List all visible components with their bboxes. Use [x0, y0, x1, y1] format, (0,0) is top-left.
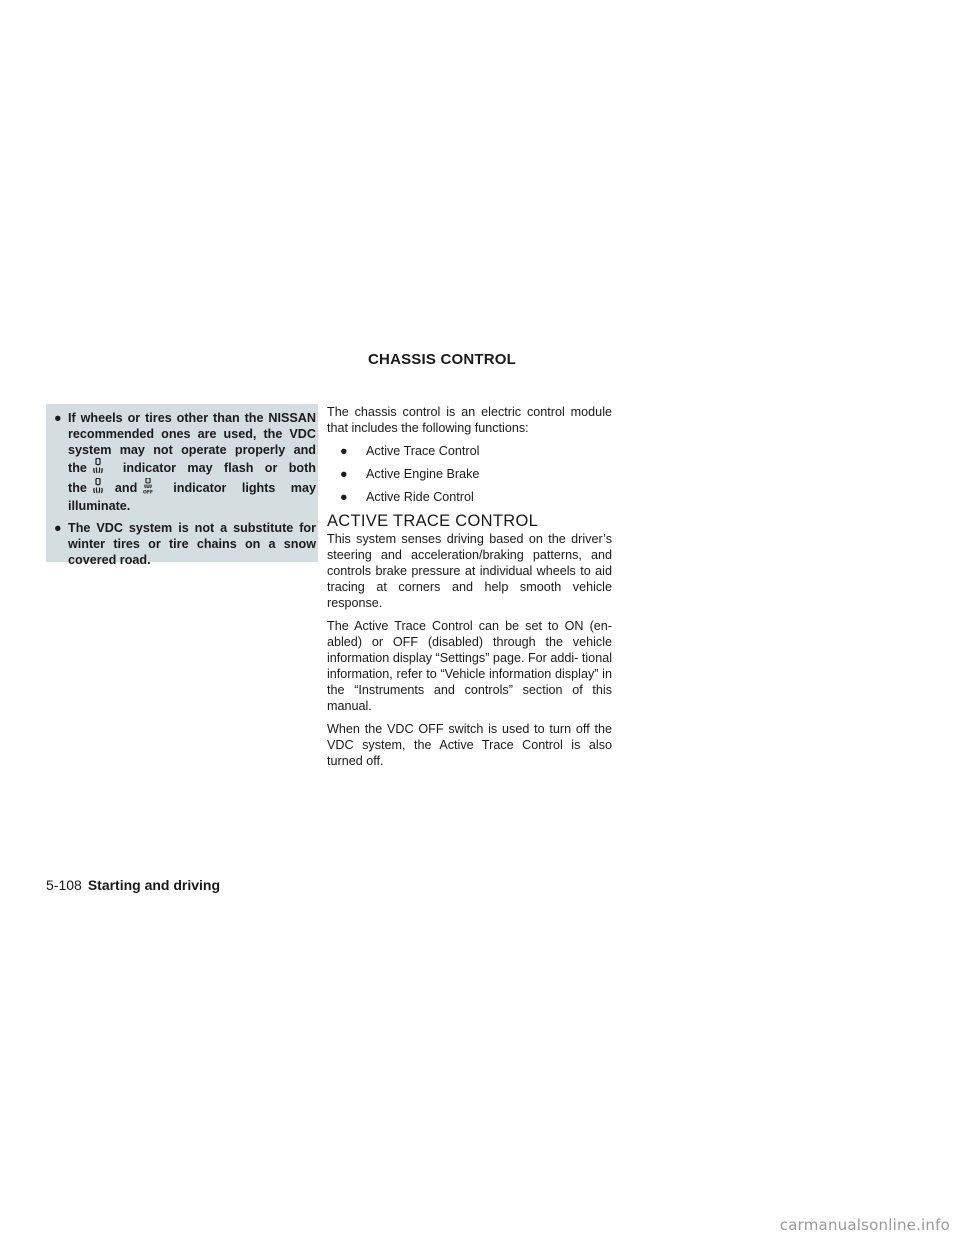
warning-box [46, 404, 318, 567]
function-label: Active Engine Brake [366, 467, 480, 481]
warning-line: illuminate. [68, 499, 131, 513]
warning-line: recommended ones are used, the VDC [68, 427, 316, 441]
warning-word: indicator may flash or both [122, 461, 316, 475]
function-label: Active Ride Control [366, 490, 474, 504]
bullet: ● [340, 467, 348, 481]
bullet: ● [54, 521, 62, 535]
warning-line: If wheels or tires other than the NISSAN [68, 411, 316, 425]
section-title: CHASSIS CONTROL [368, 351, 517, 368]
warning-item-wheels [54, 410, 316, 514]
list-item [340, 489, 612, 505]
subsection-title: ACTIVE TRACE CONTROL [327, 512, 539, 530]
warning-line: covered road. [68, 553, 151, 567]
body-paragraph: The Active Trace Control can be set to ON (en- abled) or OFF (disabled) through the vehicle information display “Settings” page. For addi- tional information, refer to “Vehicle information display” in the “Instruments and controls” section of this manual. [327, 619, 612, 713]
slip-indicator-icon [91, 458, 105, 474]
list-item [340, 443, 612, 459]
svg-text:OFF: OFF [143, 490, 154, 494]
page-footer [46, 877, 220, 893]
chassis-control-body [327, 404, 612, 776]
warning-line: The VDC system is not a substitute for [68, 521, 316, 535]
warning-word: and [114, 481, 138, 495]
warning-item-vdc-substitute [54, 520, 316, 568]
bullet: ● [340, 444, 348, 458]
intro-paragraph: The chassis control is an electric control module that includes the following functions: [327, 405, 612, 435]
body-paragraph: This system senses driving based on the driver’s steering and acceleration/braking patterns, and controls brake pressure at individual wheels to aid tracing at corners and help smooth vehicle response. [327, 532, 612, 610]
function-list [327, 443, 612, 505]
warning-word: the [68, 481, 87, 495]
watermark: carmanualsonline.info [779, 1216, 950, 1234]
warning-word: the [68, 461, 87, 475]
bullet: ● [340, 490, 348, 504]
chapter-title: Starting and driving [87, 877, 221, 893]
warning-line [68, 458, 316, 478]
vdc-off-indicator-icon [141, 478, 155, 494]
warning-word: indicator lights may [173, 481, 316, 495]
list-item [340, 466, 612, 482]
bullet: ● [54, 411, 62, 425]
warning-line [68, 478, 316, 498]
slip-indicator-icon [91, 478, 105, 494]
function-label: Active Trace Control [366, 444, 480, 458]
page-number: 5-108 [46, 877, 82, 893]
warning-line: system may not operate properly and [68, 443, 316, 457]
warning-line: winter tires or tire chains on a snow [68, 537, 316, 551]
body-paragraph: When the VDC OFF switch is used to turn off the VDC system, the Active Trace Control is also turned off. [327, 722, 612, 768]
